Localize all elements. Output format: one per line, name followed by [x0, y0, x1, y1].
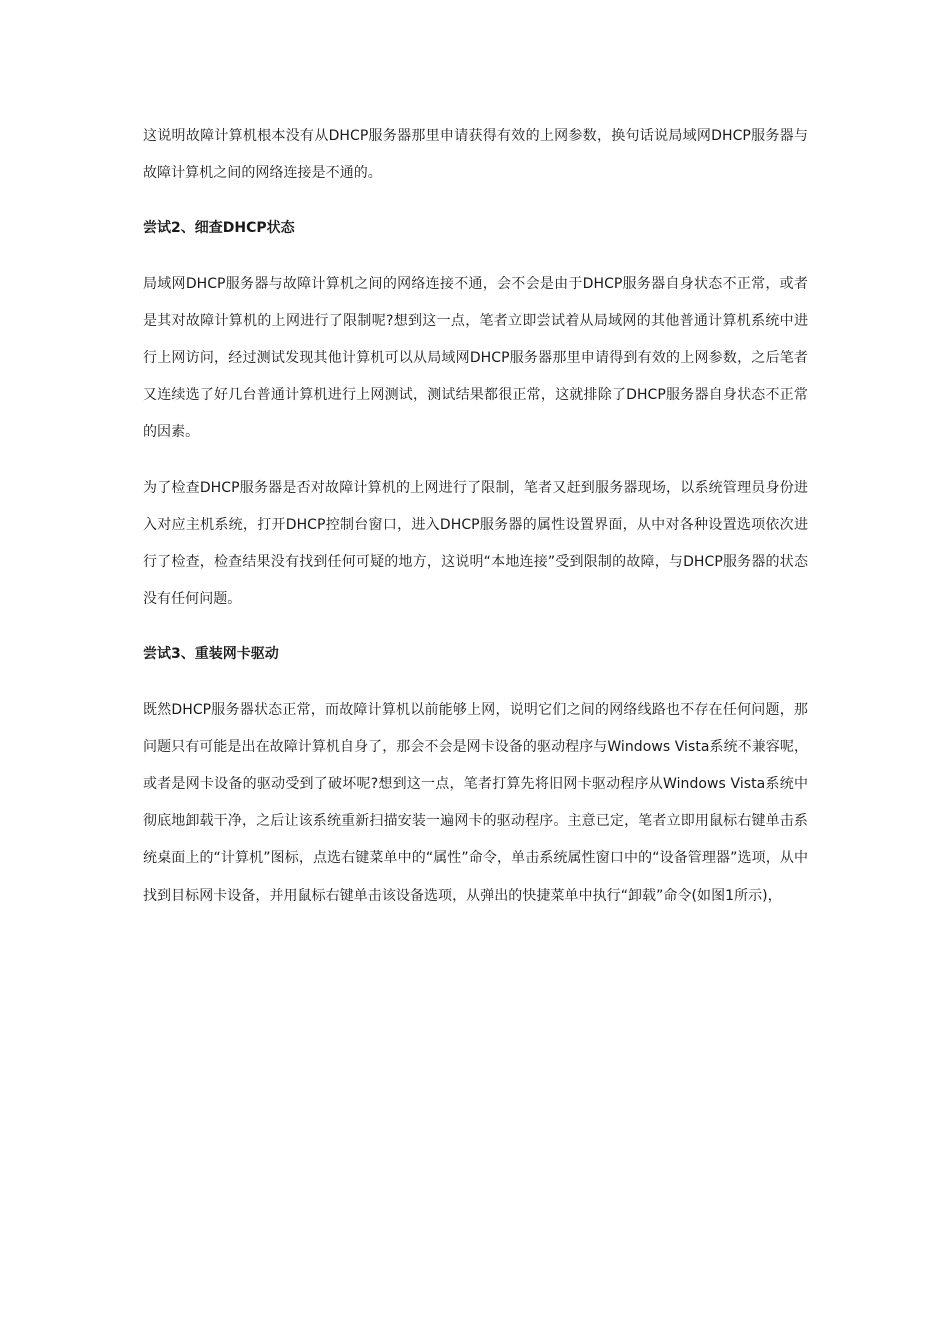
paragraph-dhcp-state-check: 局域网DHCP服务器与故障计算机之间的网络连接不通，会不会是由于DHCP服务器自身状态不正常，或者是其对故障计算机的上网进行了限制呢?想到这一点，笔者立即尝试着从局域网的其他普通计算机系统中进行上网访问，经过测试发现其他计算机可以从局域网DHCP服务器那里申请得到有效的上网参数，之后笔者又连续选了好几台普通计算机进行上网测试，测试结果都很正常，这就排除了DHCP服务器自身状态不正常的因素。	[143, 275, 808, 441]
paragraph-dhcp-unreachable: 这说明故障计算机根本没有从DHCP服务器那里申请获得有效的上网参数，换句话说局域网DHCP服务器与故障计算机之间的网络连接是不通的。	[143, 128, 808, 182]
paragraph-reinstall-driver: 既然DHCP服务器状态正常，而故障计算机以前能够上网，说明它们之间的网络线路也不存在任何问题，那问题只有可能是出在故障计算机自身了，那会不会是网卡设备的驱动程序与Windows Vista系统不兼容呢，或者是网卡设备的驱动受到了破坏呢?想到这一点，笔者打算先将旧网卡驱动程序从Windows Vista系统中彻底地卸载干净，之后让该系统重新扫描安装一遍网卡的驱动程序。主意已定，笔者立即用鼠标右键单击系统桌面上的“计算机”图标，点选右键菜单中的“属性”命令，单击系统属性窗口中的“设备管理器”选项，从中找到目标网卡设备，并用鼠标右键单击该设备选项，从弹出的快捷菜单中执行“卸载”命令(如图1所示)，	[143, 701, 808, 904]
paragraph-gap	[143, 674, 808, 692]
heading-attempt-3: 尝试3、重装网卡驱动	[143, 646, 279, 663]
document-body	[143, 118, 808, 915]
paragraph-gap	[143, 452, 808, 470]
paragraph-dhcp-restriction-check: 为了检查DHCP服务器是否对故障计算机的上网进行了限制，笔者又赶到服务器现场，以系统管理员身份进入对应主机系统，打开DHCP控制台窗口，进入DHCP服务器的属性设置界面，从中对各种设置选项依次进行了检查，检查结果没有找到任何可疑的地方，这说明“本地连接”受到限制的故障，与DHCP服务器的状态没有任何问题。	[143, 479, 808, 608]
paragraph-gap	[143, 248, 808, 266]
heading-attempt-2: 尝试2、细查DHCP状态	[143, 220, 295, 237]
paragraph-gap	[143, 618, 808, 636]
paragraph-gap	[143, 192, 808, 210]
